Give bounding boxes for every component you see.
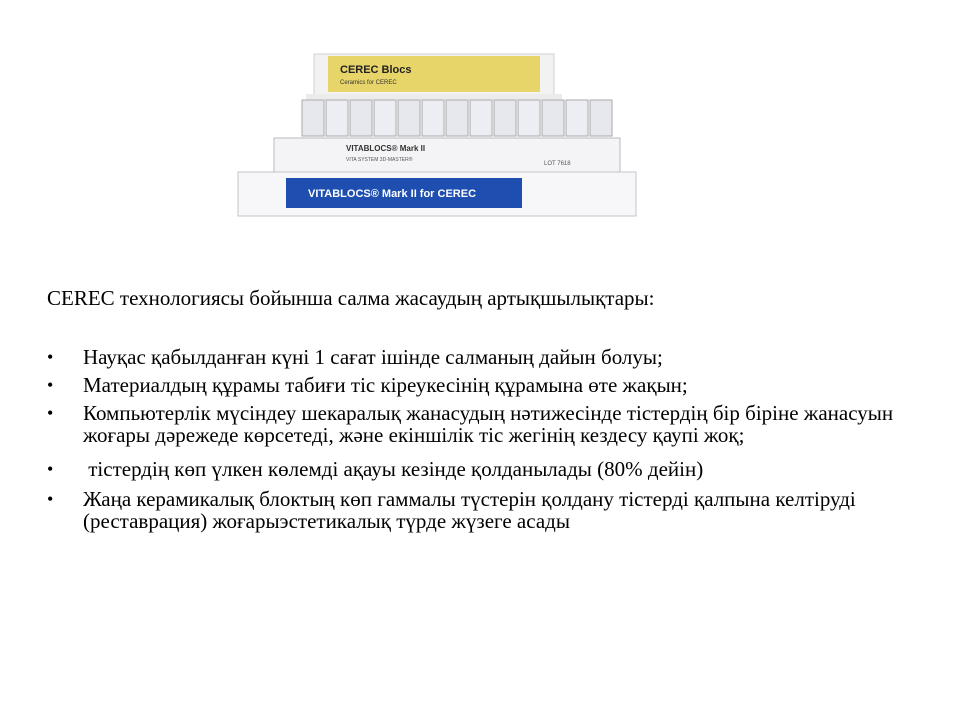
list-item-text: тістердің көп үлкен көлемді ақауы кезінде қолданылады (80% дейін)	[83, 457, 704, 481]
list-item	[47, 346, 927, 368]
list-item-text: Компьютерлік мүсіндеу шекаралық жанасудың нәтижесінде тістердің бір біріне жанасуын жоғары дәрежеде көрсетеді, және екіншілік тіс жегінің кездесу қаупі жоқ;	[83, 401, 894, 447]
advantages-list	[47, 346, 927, 538]
middle-box-sub: VITA SYSTEM 3D-MASTER®	[346, 157, 413, 163]
list-item	[47, 374, 927, 396]
vial-row	[302, 100, 612, 136]
list-item	[47, 402, 927, 446]
bullet-icon: •	[47, 375, 54, 395]
bullet-icon: •	[47, 459, 54, 479]
slide-heading: CEREC технологиясы бойынша салма жасаудың артықшылықтары:	[47, 286, 655, 310]
middle-box-code: LOT 7618	[544, 161, 571, 167]
list-item	[47, 488, 927, 532]
list-item-text: Жаңа керамикалық блоктың көп гаммалы түстерін қолдану тістерді қалпына келтіруді (реставрация) жоғарыэстетикалық түрде жүзеге асады	[83, 487, 856, 533]
cerec-blocs-product-photo	[236, 50, 638, 218]
bottom-box-label: VITABLOCS® Mark II for CEREC	[308, 188, 477, 200]
top-box-sub: Ceramics for CEREC	[340, 80, 397, 86]
bullet-icon: •	[47, 489, 54, 509]
list-item-text: Науқас қабылданған күні 1 сағат ішінде салманың дайын болуы;	[83, 345, 663, 369]
list-item	[47, 458, 927, 480]
list-item-text: Материалдың құрамы табиғи тіс кіреукесінің құрамына өте жақын;	[83, 373, 688, 397]
middle-box-brand: VITABLOCS® Mark II	[346, 144, 426, 153]
bullet-icon: •	[47, 403, 54, 423]
bullet-icon: •	[47, 347, 54, 367]
top-box-brand: CEREC Blocs	[340, 64, 412, 76]
